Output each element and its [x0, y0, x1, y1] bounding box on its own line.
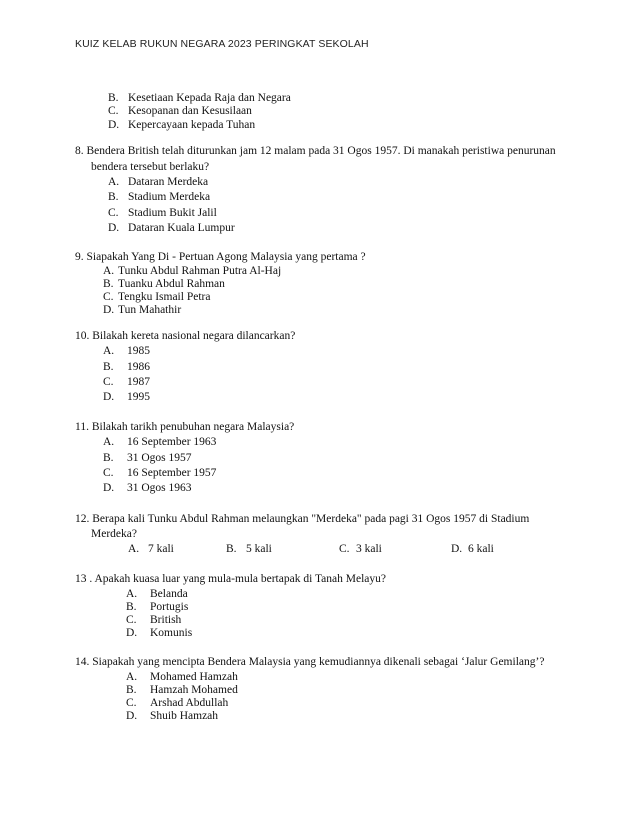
option-text: Shuib Hamzah [150, 710, 219, 722]
question-text: 11. Bilakah tarikh penubuhan negara Malaysia? [75, 421, 295, 433]
option-letter: B. [126, 601, 137, 613]
option [103, 344, 150, 358]
option-text: 6 kali [468, 543, 494, 555]
option-letter: B. [226, 543, 237, 555]
option-text: 1995 [127, 391, 150, 403]
option-text: 1986 [127, 361, 150, 373]
option-letter: B. [103, 361, 114, 373]
question-text: 8. Bendera British telah diturunkan jam 12 malam pada 31 Ogos 1957. Di manakah peristiwa penurunan [75, 145, 556, 157]
option-letter: D. [103, 482, 115, 494]
option-letter: C. [126, 614, 137, 626]
option [103, 481, 192, 495]
option-text: Belanda [150, 588, 188, 600]
option [339, 542, 382, 556]
option-letter: C. [108, 207, 119, 219]
option [103, 435, 216, 449]
option [103, 290, 210, 304]
option-text: Kesetiaan Kepada Raja dan Negara [128, 92, 291, 104]
option-text: Hamzah Mohamed [150, 684, 238, 696]
option-text: 5 kali [246, 543, 272, 555]
option-text: Mohamed Hamzah [150, 671, 238, 683]
option-letter: A. [103, 265, 115, 277]
option-letter: C. [103, 291, 114, 303]
option-text: Kesopanan dan Kesusilaan [128, 105, 252, 117]
option [103, 303, 181, 317]
option [103, 390, 150, 404]
option [226, 542, 272, 556]
option [108, 190, 210, 204]
question-text: 12. Berapa kali Tunku Abdul Rahman melaungkan "Merdeka" pada pagi 31 Ogos 1957 di Stadium [75, 513, 530, 525]
option-text: Dataran Kuala Lumpur [128, 222, 235, 234]
option-letter: C. [126, 697, 137, 709]
option-text: Arshad Abdullah [150, 697, 229, 709]
option-text: 16 September 1963 [127, 436, 217, 448]
question-text: 13 . Apakah kuasa luar yang mula-mula bertapak di Tanah Melayu? [75, 573, 386, 585]
option [128, 542, 174, 556]
option [108, 175, 208, 189]
option [108, 206, 217, 220]
option-text: Kepercayaan kepada Tuhan [128, 119, 256, 131]
option-letter: A. [103, 436, 115, 448]
option-letter: B. [103, 278, 114, 290]
option-letter: A. [126, 588, 138, 600]
option-letter: D. [451, 543, 463, 555]
option-text: Tunku Abdul Rahman Putra Al-Haj [118, 265, 282, 277]
option [103, 360, 150, 374]
option-letter: D. [103, 304, 115, 316]
option-letter: B. [108, 191, 119, 203]
option-text: Tun Mahathir [118, 304, 182, 316]
option-letter: D. [126, 627, 138, 639]
option-text: Stadium Bukit Jalil [128, 207, 217, 219]
option [126, 696, 228, 710]
option-text: Portugis [150, 601, 189, 613]
option [126, 587, 188, 601]
option-text: Komunis [150, 627, 193, 639]
option [126, 626, 192, 640]
option [451, 542, 494, 556]
option-text: Tengku Ismail Petra [118, 291, 211, 303]
option-text: Dataran Merdeka [128, 176, 209, 188]
option-text: 31 Ogos 1963 [127, 482, 192, 494]
option-text: 31 Ogos 1957 [127, 452, 192, 464]
question-text-continued: bendera tersebut berlaku? [91, 161, 210, 173]
option-text: 16 September 1957 [127, 467, 217, 479]
option-letter: B. [108, 92, 119, 104]
option-letter: C. [103, 376, 114, 388]
option [126, 683, 238, 697]
option-text: 3 kali [356, 543, 382, 555]
option-text: 1987 [127, 376, 150, 388]
option-letter: D. [108, 222, 120, 234]
option-text: Stadium Merdeka [128, 191, 211, 203]
option-text: British [150, 614, 182, 626]
option-text: Tuanku Abdul Rahman [118, 278, 225, 290]
option [103, 277, 225, 291]
option [126, 613, 181, 627]
option-text: 7 kali [148, 543, 174, 555]
option [103, 451, 192, 465]
option-letter: B. [126, 684, 137, 696]
option-text: 1985 [127, 345, 150, 357]
option [108, 118, 255, 132]
question-text: 9. Siapakah Yang Di - Pertuan Agong Malaysia yang pertama ? [75, 251, 366, 263]
option [108, 221, 235, 235]
option-letter: C. [103, 467, 114, 479]
question-text: 14. Siapakah yang mencipta Bendera Malaysia yang kemudiannya dikenali sebagai ‘Jalur Gemilang’? [75, 656, 545, 668]
option [126, 600, 188, 614]
option-letter: A. [126, 671, 138, 683]
option-letter: D. [103, 391, 115, 403]
option [108, 104, 252, 118]
option-letter: C. [339, 543, 350, 555]
option-letter: A. [103, 345, 115, 357]
option [103, 375, 150, 389]
option-letter: C. [108, 105, 119, 117]
option-letter: A. [108, 176, 120, 188]
option [126, 670, 238, 684]
question-text-continued: Merdeka? [91, 528, 137, 540]
option-letter: D. [126, 710, 138, 722]
option [126, 709, 218, 723]
question-text: 10. Bilakah kereta nasional negara dilancarkan? [75, 330, 296, 342]
option-letter: D. [108, 119, 120, 131]
option [103, 466, 216, 480]
option-letter: A. [128, 543, 140, 555]
option [108, 91, 291, 105]
option [103, 264, 281, 278]
page-header: KUIZ KELAB RUKUN NEGARA 2023 PERINGKAT SEKOLAH [75, 38, 369, 50]
option-letter: B. [103, 452, 114, 464]
